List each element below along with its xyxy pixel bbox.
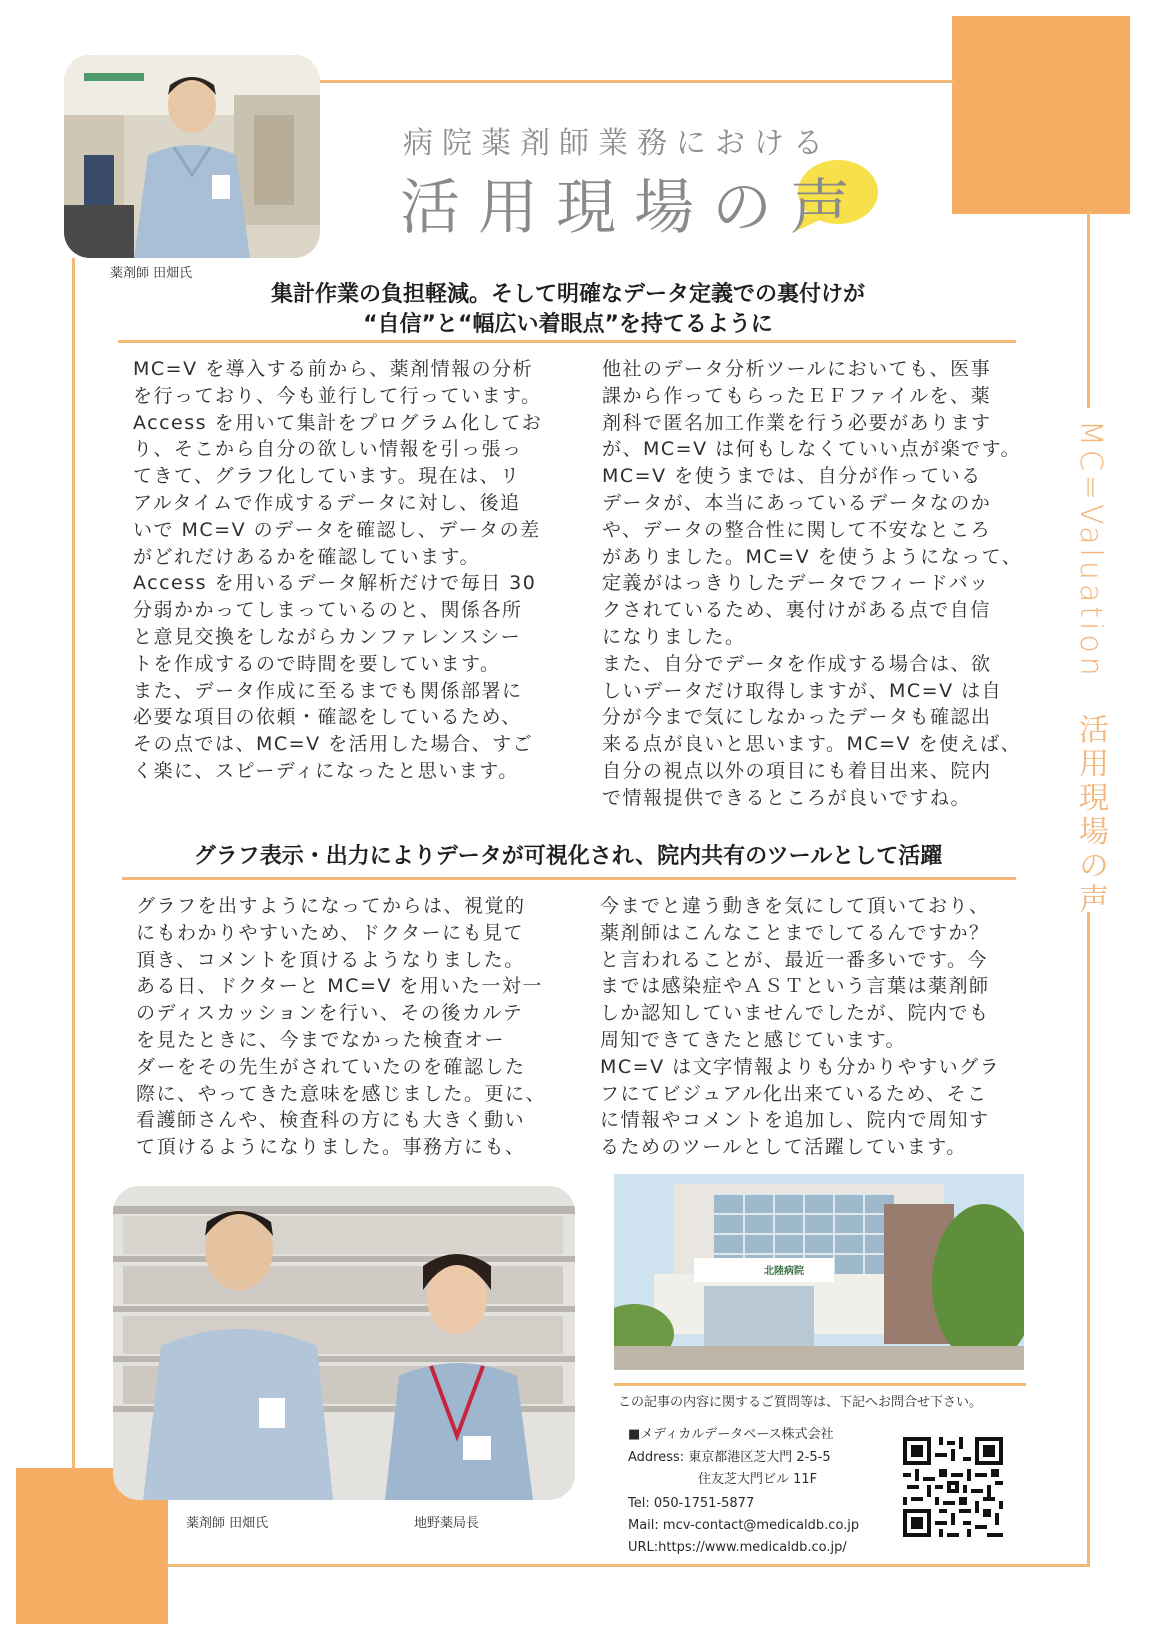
contact-mail[interactable]: Mail: mcv-contact@medicaldb.co.jp — [628, 1518, 860, 1533]
contact-address-1: Address: 東京都港区芝大門 2-5-5 — [628, 1450, 831, 1465]
frame-left-line — [72, 258, 75, 1470]
contact-url[interactable]: URL:https://www.medicaldb.co.jp/ — [628, 1540, 847, 1555]
top-photo-caption: 薬剤師 田畑氏 — [110, 266, 193, 281]
section2-right-column: 今までと違う動きを気にして頂いており、 薬剤師はこんなことまでしてるんですか？ と言われることが、最近一番多いです。今 までは感染症やＡＳＴという言葉は薬剤師 しか認知していませんでしたが、院内でも 周知できてきたと感じています。 MC=V は文字情報よりも分かりやすいグラ フにてビジュアル化出来ているため、そこ に情報やコメントを追加し、院内で周知す るためのツールとして活躍しています。 — [600, 895, 1001, 1159]
qr-code-icon[interactable] — [903, 1437, 1003, 1537]
section2-underline — [122, 877, 1016, 880]
section1-heading-line2: “自信”と“幅広い着眼点”を持てるように — [363, 312, 773, 337]
page-title-accent: 声 — [790, 173, 868, 243]
page-title — [400, 160, 868, 246]
contact-divider — [614, 1383, 1026, 1386]
page-subtitle: 病院薬剤師業務における — [403, 126, 832, 161]
frame-bottom-line — [166, 1564, 1090, 1567]
section1-heading-line1: 集計作業の負担軽減。そして明確なデータ定義での裏付けが — [270, 282, 865, 307]
hospital-sign: 北陸病院 — [764, 1266, 804, 1277]
contact-company: ■メディカルデータベース株式会社 — [628, 1427, 834, 1442]
pharmacist-portrait-photo — [64, 55, 320, 258]
section2-heading: グラフ表示・出力によりデータが可視化され、院内共有のツールとして活躍 — [193, 844, 943, 869]
side-label: MC=Valuation 活用現場の声 — [1073, 420, 1108, 918]
contact-note: この記事の内容に関するご質問等は、下記へお問合せ下さい。 — [618, 1395, 983, 1410]
frame-right-line-upper — [1087, 212, 1090, 408]
frame-right-line-lower — [1087, 912, 1090, 1566]
section1-underline — [118, 340, 1016, 343]
section2-left-column: グラフを出すようになってからは、視覚的 にもわかりやすいため、ドクターにも見て 頂き、コメントを頂けるようなりました。 ある日、ドクターと MC=V を用いた一対一 のディスカッションを行い、その後カルテ を見たときに、今までなかった検査オー ダーをその先生がされていたのを確認した 際に、やってきた意味を感じました。更に、 看護師さんや、検査科の方にも大きく動い て頂けるようになりました。事務方にも、 — [136, 895, 547, 1159]
pharmacists-duo-photo — [113, 1186, 575, 1500]
bottom-left-caption: 薬剤師 田畑氏 — [186, 1516, 269, 1531]
hospital-building-photo — [614, 1174, 1024, 1370]
section1-left-column: MC=V を導入する前から、薬剤情報の分析 を行っており、今も並行して行っています。 Access を用いて集計をプログラム化してお り、そこから自分の欲しい情報を引っ張っ てきて、グラフ化しています。現在は、リ アルタイムで作成するデータに対し、後追 いで MC=V のデータを確認し、データの差 がどれだけあるかを確認しています。 Access を用いるデータ解析だけで毎日 30 分弱かかってしまっているのと、関係各所 と意見交換をしながらカンファレンスシー トを作成するので時間を要しています。 また、データ作成に至るまでも関係部署に 必要な項目の依頼・確認をしているため、 その点では、MC=V を活用した場合、すご く楽に、スピーディになったと思います。 — [133, 358, 543, 782]
section1-right-column: 他社のデータ分析ツールにおいても、医事 課から作ってもらったＥＦファイルを、薬 剤科で匿名加工作業を行う必要があります が、MC=V は何もしなくていい点が楽です。 MC=V を使うまでは、自分が作っている データが、本当にあっているデータなのか や、データの整合性に関して不安なところ がありました。MC=V を使うようになって、 定義がはっきりしたデータでフィードバッ クされているため、裏付けがある点で自信 になりました。 また、自分でデータを作成する場合は、欲 しいデータだけ取得しますが、MC=V は自 分が今まで気にしなかったデータも確認出 来る点が良いと思います。MC=V を使えば、 自分の視点以外の項目にも着目出来、院内 で情報提供できるところが良いですね。 — [602, 358, 1023, 809]
contact-address-2: 住友芝大門ビル 11F — [698, 1472, 818, 1487]
bottom-right-caption: 地野薬局長 — [414, 1516, 480, 1531]
page-title-main: 活用現場の — [400, 173, 790, 243]
section1-heading — [118, 280, 1018, 340]
contact-tel: Tel: 050-1751-5877 — [628, 1496, 755, 1511]
frame-top-line — [318, 80, 954, 83]
corner-block-top-right — [952, 16, 1130, 214]
